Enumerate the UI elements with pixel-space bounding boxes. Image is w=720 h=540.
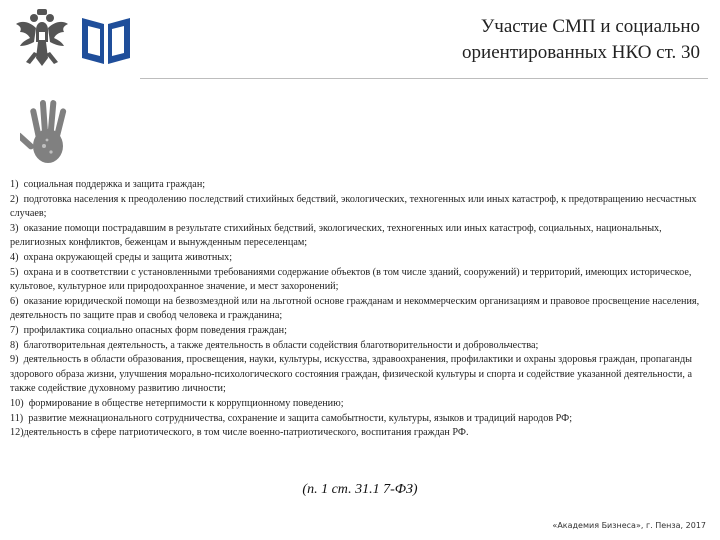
item-number: 3) xyxy=(10,222,19,234)
item-text: охрана окружающей среды и защита животных; xyxy=(23,251,233,263)
list-item xyxy=(10,339,710,354)
title-line-1: Участие СМП и социально xyxy=(480,16,700,37)
title-divider xyxy=(140,78,708,79)
item-text: оказание юридической помощи на безвозмездной или на льготной основе гражданам и некоммерческим организациям и правовое просвещение населения, деятельность по защите прав и свобод человека и гражданина; xyxy=(10,295,700,322)
law-citation: (п. 1 ст. 31.1 7-ФЗ) xyxy=(302,482,418,497)
footer-credit: «Академия Бизнеса», г. Пенза, 2017 xyxy=(552,521,706,530)
item-number: 11) xyxy=(10,412,24,424)
item-text: охрана и в соответствии с установленными требованиями содержание объектов (в том числе зданий, сооружений) и территорий, имеющих историческое, культовое, культурное или природоохранное значение, и мест захоронений; xyxy=(10,266,692,293)
item-text: формирование в обществе нетерпимости к коррупционному поведению; xyxy=(28,397,344,409)
item-number: 7) xyxy=(10,324,19,336)
activities-list xyxy=(10,178,710,441)
handprint-icon xyxy=(20,94,75,174)
open-book-icon xyxy=(80,10,132,66)
list-item xyxy=(10,193,710,222)
item-number: 6) xyxy=(10,295,19,307)
list-item xyxy=(10,397,710,412)
item-number: 8) xyxy=(10,339,19,351)
item-text: развитие межнационального сотрудничества, сохранение и защита самобытности, культуры, языков и традиций народов РФ; xyxy=(28,412,573,424)
list-item xyxy=(10,412,710,427)
item-number: 1) xyxy=(10,179,19,190)
slide-title xyxy=(280,14,700,66)
russian-double-headed-eagle-icon xyxy=(12,8,72,70)
list-item xyxy=(10,266,710,295)
list-item xyxy=(10,353,710,397)
item-number: 5) xyxy=(10,266,19,278)
item-number: 4) xyxy=(10,251,19,263)
item-text: деятельность в сфере патриотического, в том числе военно-патриотического, воспитания граждан РФ. xyxy=(23,427,469,439)
item-text: оказание помощи пострадавшим в результате стихийных бедствий, экологических, техногенных или иных катастроф, социальных, национальных, религиозных конфликтов, беженцам и вынужденным переселенцам; xyxy=(10,222,662,249)
list-item xyxy=(10,178,710,193)
list-item xyxy=(10,324,710,339)
item-text: профилактика социально опасных форм поведения граждан; xyxy=(23,324,287,336)
title-line-2: ориентированных НКО ст. 30 xyxy=(462,42,700,63)
item-text: деятельность в области образования, просвещения, науки, культуры, искусства, здравоохранения, профилактики и охраны здоровья граждан, пропаганды здорового образа жизни, улучшения морально-психологического состояния граждан, физической культуры и спорта и содействие указанной деятельности, а также содействие духовному развитию личности; xyxy=(10,354,693,395)
list-item xyxy=(10,222,710,251)
item-text: социальная поддержка и защита граждан; xyxy=(23,179,206,190)
list-item xyxy=(10,426,710,441)
item-number: 9) xyxy=(10,354,19,366)
list-item xyxy=(10,251,710,266)
item-number: 10) xyxy=(10,397,24,409)
item-number: 12) xyxy=(10,427,24,439)
item-text: благотворительная деятельность, а также деятельность в области содействия благотворительности и добровольчества; xyxy=(23,339,539,351)
item-number: 2) xyxy=(10,193,19,205)
list-item xyxy=(10,295,710,324)
item-text: подготовка населения к преодолению последствий стихийных бедствий, экологических, техногенных или иных катастроф, к предотвращению несчастных случаев; xyxy=(10,193,697,220)
